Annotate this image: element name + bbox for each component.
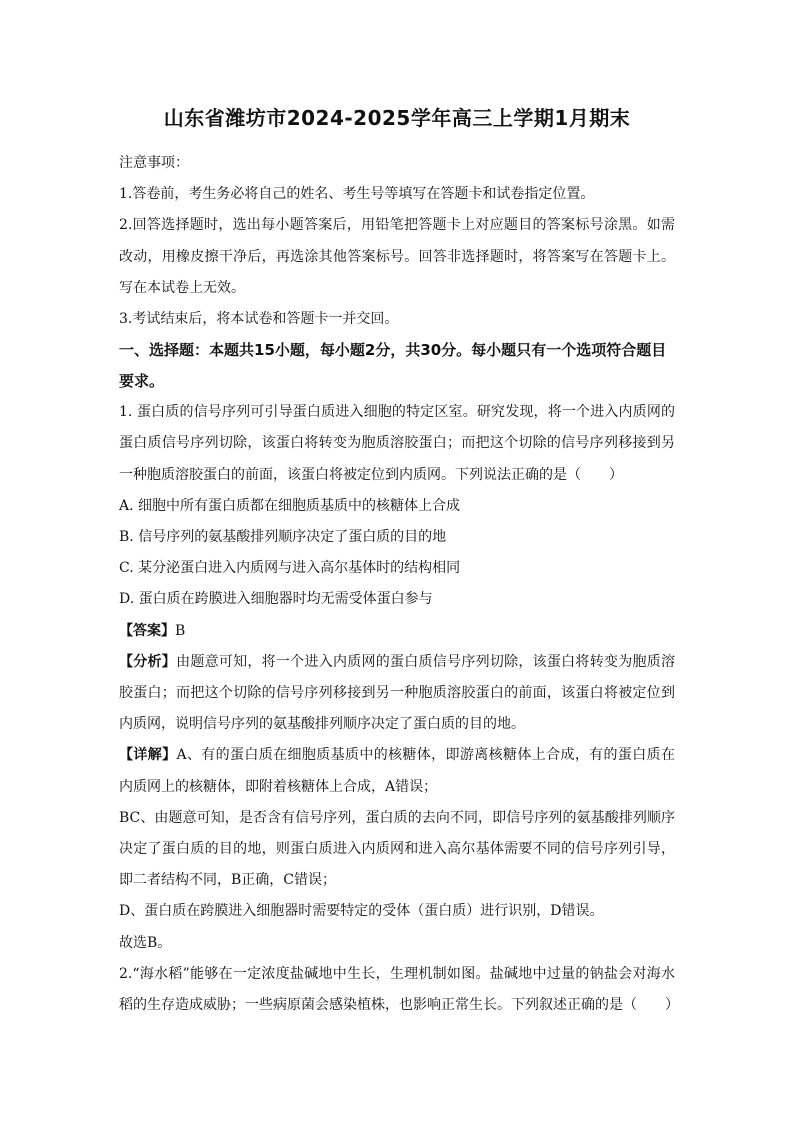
question-1-option-a: A. 细胞中所有蛋白质都在细胞质基质中的核糖体上合成 bbox=[119, 497, 461, 514]
analysis-label: 【分析】 bbox=[119, 653, 177, 670]
analysis-text: 由题意可知，将一个进入内质网的蛋白质信号序列切除，该蛋白将转变为胞质溶胶蛋白；而把这个切除的信号序列移接到另一种胞质溶胶蛋白的前面，该蛋白将被定位到内质网，说明信号序列的氨基酸排列顺序决定了蛋白质的目的地。 bbox=[119, 653, 676, 733]
section-heading: 一、选择题：本题共15小题，每小题2分，共30分。每小题只有一个选项符合题目要求。 bbox=[119, 341, 667, 391]
question-1-analysis bbox=[119, 647, 675, 741]
question-1-detail-d: D、蛋白质在跨膜进入细胞器时需要特定的受体（蛋白质）进行识别，D错误。 bbox=[119, 903, 604, 920]
detail-a-text: A、有的蛋白质在细胞质基质中的核糖体，即游离核糖体上合成，有的蛋白质在内质网上的核糖体，即附着核糖体上合成，A错误； bbox=[119, 747, 676, 795]
question-1-stem: 1. 蛋白质的信号序列可引导蛋白质进入细胞的特定区室。研究发现，将一个进入内质网的蛋白质信号序列切除，该蛋白将转变为胞质溶胶蛋白；而把这个切除的信号序列移接到另一种胞质溶胶蛋白的前面，该蛋白将被定位到内质网。下列说法正确的是（ ） bbox=[119, 404, 675, 483]
question-1-option-c: C. 某分泌蛋白进入内质网与进入高尔基体时的结构相同 bbox=[119, 560, 461, 577]
note-item-1: 1.答卷前，考生务必将自己的姓名、考生号等填写在答题卡和试卷指定位置。 bbox=[119, 186, 595, 203]
question-1-option-d: D. 蛋白质在跨膜进入细胞器时均无需受体蛋白参与 bbox=[119, 591, 433, 608]
question-2-stem: 2.“海水稻”能够在一定浓度盐碱地中生长，生理机制如图。盐碱地中过量的钠盐会对海水稻的生存造成威胁；一些病原菌会感染植株，也影响正常生长。下列叙述正确的是（ ） bbox=[119, 965, 679, 1014]
note-item-2: 2.回答选择题时，选出每小题答案后，用铅笔把答题卡上对应题目的答案标号涂黑。如需改动，用橡皮擦干净后，再选涂其他答案标号。回答非选择题时，将答案写在答题卡上。写在本试卷上无效。 bbox=[119, 217, 675, 296]
notes-heading: 注意事项： bbox=[119, 155, 189, 171]
question-1-conclusion: 故选B。 bbox=[119, 934, 172, 951]
question-1-answer bbox=[119, 616, 675, 647]
document-title: 山东省潍坊市2024-2025学年高三上学期1月期末 bbox=[163, 106, 631, 130]
detail-label: 【详解】 bbox=[119, 747, 177, 764]
question-1-detail-a bbox=[119, 740, 675, 802]
question-1-detail-bc: BC、由题意可知，是否含有信号序列，蛋白质的去向不同，即信号序列的氨基酸排列顺序决定了蛋白质的目的地，则蛋白质进入内质网和进入高尔基体需要不同的信号序列引导，即二者结构不同，B正确，C错误； bbox=[119, 809, 675, 889]
note-item-3: 3.考试结束后，将本试卷和答题卡一并交回。 bbox=[119, 311, 399, 328]
answer-label: 【答案】 bbox=[119, 622, 175, 639]
answer-value: B bbox=[175, 622, 186, 639]
question-1-option-b: B. 信号序列的氨基酸排列顺序决定了蛋白质的目的地 bbox=[119, 529, 447, 546]
